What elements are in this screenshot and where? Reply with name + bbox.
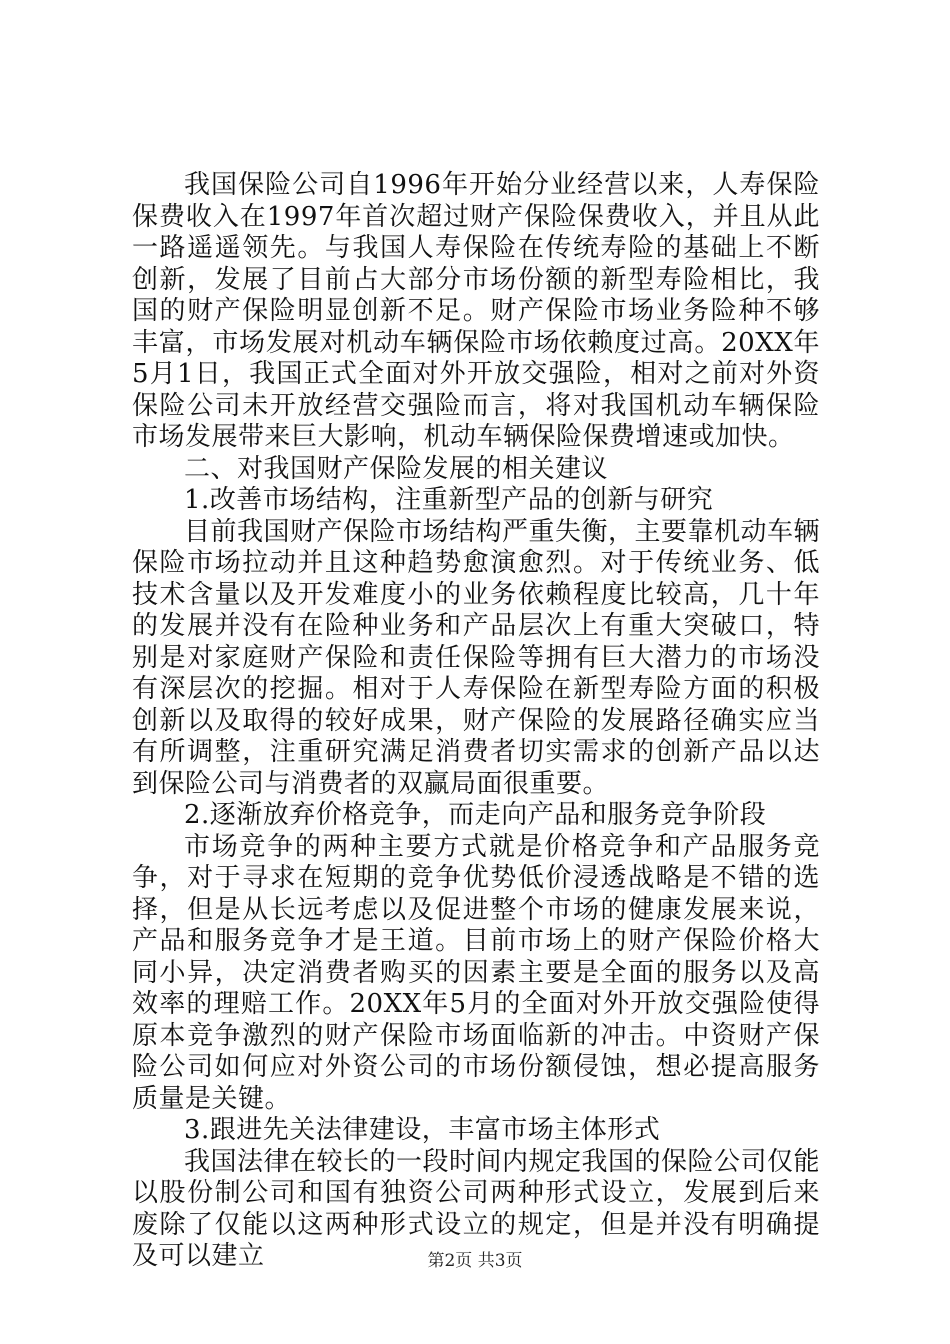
paragraph-market-structure: 目前我国财产保险市场结构严重失衡，主要靠机动车辆保险市场拉动并且这种趋势愈演愈烈。对于传统业务、低技术含量以及开发难度小的业务依赖程度比较高，几十年的发展并没有在险种业务和产品层次上有重大突破口，特别是对家庭财产保险和责任保险等拥有巨大潜力的市场没有深层次的挖掘。相对于人寿保险在新型寿险方面的积极创新以及取得的较好成果，财产保险的发展路径确实应当有所调整，注重研究满足消费者切实需求的创新产品以达到保险公司与消费者的双赢局面很重要。 (132, 516, 821, 799)
subsection-heading-3: 3.跟进先关法律建设，丰富市场主体形式 (184, 1115, 661, 1145)
page-number-footer: 第2页 共3页 (427, 1251, 523, 1271)
subsection-heading-2: 2.逐渐放弃价格竞争，而走向产品和服务竞争阶段 (184, 800, 767, 830)
paragraph-competition: 市场竞争的两种主要方式就是价格竞争和产品服务竞争，对于寻求在短期的竞争优势低价浸透战略是不错的选择，但是从长远考虑以及促进整个市场的健康发展来说，产品和服务竞争才是王道。目前市场上的财产保险价格大同小异，决定消费者购买的因素主要是全面的服务以及高效率的理赔工作。20XX年5月的全面对外开放交强险使得原本竞争激烈的财产保险市场面临新的冲击。中资财产保险公司如何应对外资公司的市场份额侵蚀，想必提高服务质量是关键。 (132, 831, 820, 1114)
paragraph-intro: 我国保险公司自1996年开始分业经营以来，人寿保险保费收入在1997年首次超过财产保险保费收入，并且从此一路遥遥领先。与我国人寿保险在传统寿险的基础上不断创新，发展了目前占大部分市场份额的新型寿险相比，我国的财产保险明显创新不足。财产保险市场业务险种不够丰富，市场发展对机动车辆保险市场依赖度过高。20XX年5月1日，我国正式全面对外开放交强险，相对之前对外资保险公司未开放经营交强险而言，将对我国机动车辆保险市场发展带来巨大影响，机动车辆保险保费增速或加快。 (132, 170, 820, 452)
subsection-heading-1: 1.改善市场结构，注重新型产品的创新与研究 (184, 485, 714, 515)
paragraph-legal: 我国法律在较长的一段时间内规定我国的保险公司仅能以股份制公司和国有独资公司两种形式设立，发展到后来废除了仅能以这两种形式设立的规定，但是并没有明确提及可以建立 (132, 1146, 821, 1271)
document-body (132, 170, 820, 1273)
section-heading: 二、对我国财产保险发展的相关建议 (184, 453, 609, 484)
